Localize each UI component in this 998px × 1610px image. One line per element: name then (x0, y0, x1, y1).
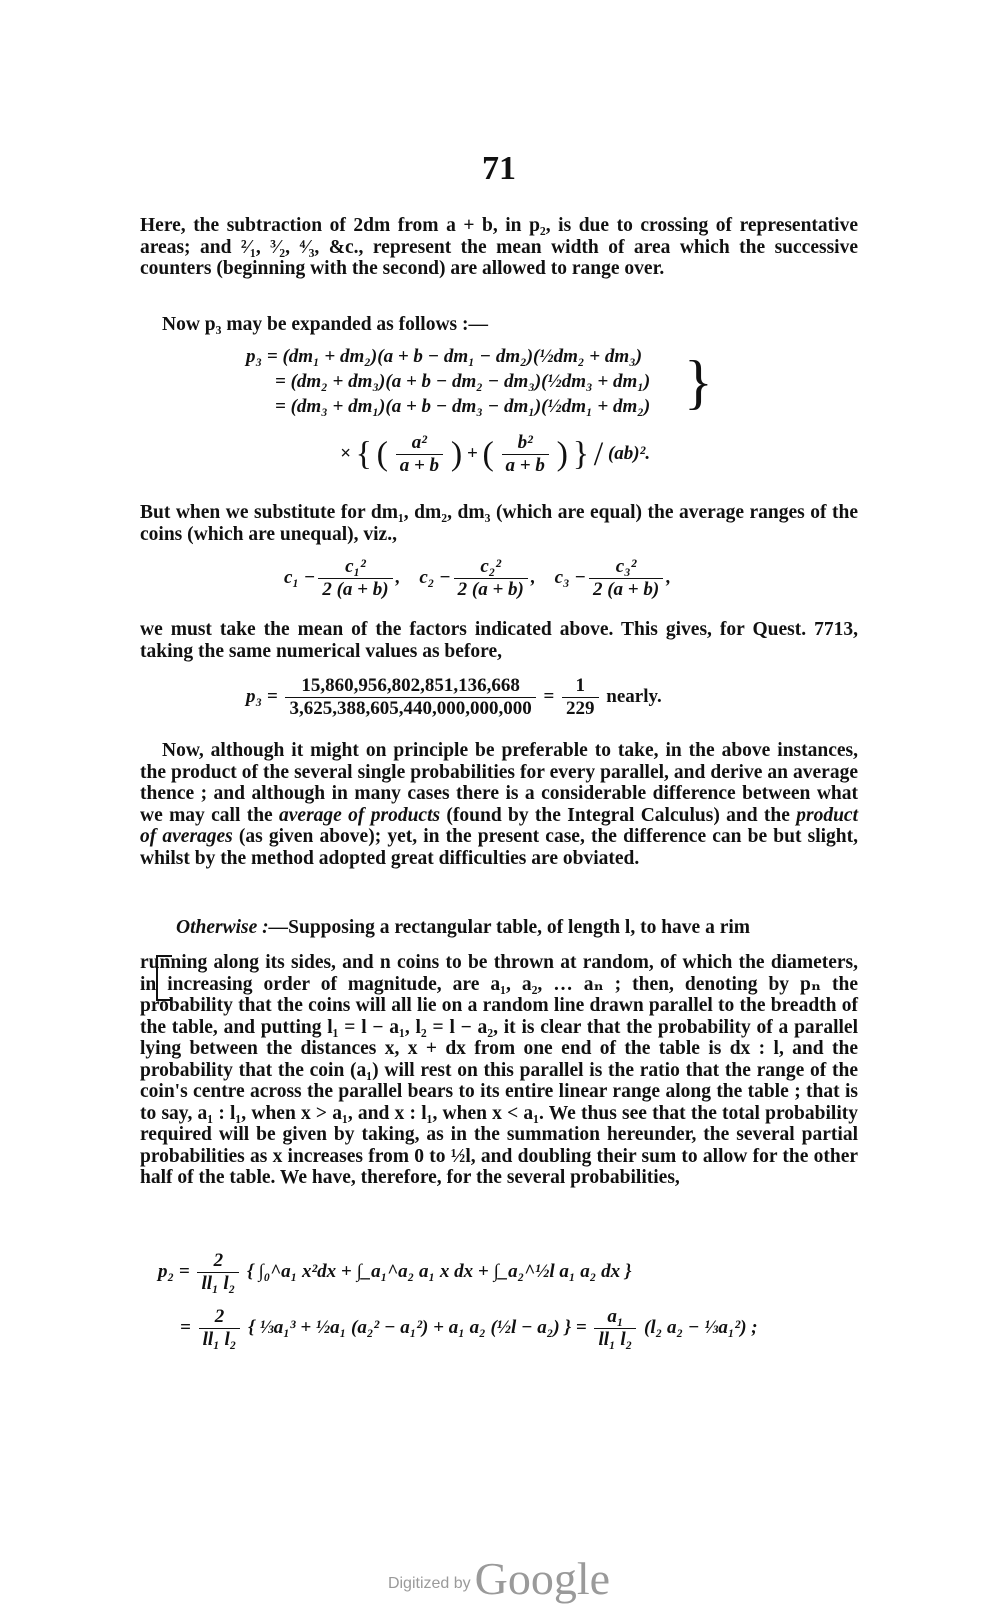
paragraph-2-lead: Now p₃ may be expanded as follows :— (162, 314, 488, 335)
eq4-line2-frac (199, 1306, 241, 1351)
eq4-line1-body: { ∫₀^a₁ x²dx + ∫_a₁^a₂ a₁ x dx + ∫_a₂^½l a₁ a₂ dx } (247, 1260, 632, 1282)
eq1-frac-1 (396, 432, 443, 477)
eq1-frac2-den: a + b (505, 455, 545, 476)
footer-google-logo: Google (474, 1553, 611, 1604)
eq2-term2-den: 2 (a + b) (457, 579, 524, 600)
eq1-brace-open-icon: { (355, 435, 372, 473)
eq3-lead: p₃ = (246, 685, 278, 707)
paragraph-5 (140, 740, 858, 869)
para6-first: Supposing a rectangular table, of length l, to have a rim (288, 917, 751, 938)
equation-ranges: c₁ − $\frac{\text{c₁²}}{2 (a + b)}$ , c₂ − $\frac{\text{c₂²}}{2 (a + b)}$ , c₃ − $\frac{\text{c₃²}}{2 (a + b)}$ , (284, 556, 671, 600)
eq2-term3-den: 2 (a + b) (592, 579, 660, 600)
eq2-term1-frac (318, 556, 392, 601)
eq4-line2-result-frac (594, 1306, 636, 1351)
page-number: 71 (482, 150, 516, 187)
eq4-line2-rnum: a₁ (594, 1306, 636, 1329)
eq1-brace-close-icon: } (572, 435, 590, 473)
eq4-line-2 (180, 1306, 758, 1351)
eq4-line2-rden: ll₁ l₂ (598, 1329, 633, 1350)
para6-lead: Otherwise :— (176, 917, 289, 938)
eq2-term2-num: c₂² (454, 556, 528, 579)
eq2-term1-lead: c₁ − (284, 566, 316, 588)
paragraph-3: But when we substitute for dm₁, dm₂, dm₃ (which are equal) the average ranges of the coins (which are unequal), viz., (140, 502, 858, 545)
eq1-line-3: = (dm₃ + dm₁)(a + b − dm₃ − dm₁)(½dm₁ + dm₂) (275, 396, 651, 417)
eq3-rnum: 1 (562, 675, 599, 698)
eq2-term2-lead: c₂ − (419, 566, 451, 588)
paragraph-4: we must take the mean of the factors indicated above. This gives, for Quest. 7713, taking the same numerical values as before, (140, 619, 858, 662)
paragraph-6-first-line (176, 917, 858, 939)
eq3-frac (285, 675, 535, 720)
eq1-divisor: (ab)². (607, 442, 651, 464)
eq3-num: 15,860,956,802,851,136,668 (285, 675, 535, 698)
para5-part-b: (found by the Integral Calculus) and the (440, 804, 797, 826)
para5-part-a: Now, although it might on principle be preferable to take, in the above instances, the product of the several single probabilities for every parallel, and derive an average thence ; and although in many cases there is a considerable difference between what we may call the (140, 740, 858, 826)
para5-emphasis-2: product of averages (140, 804, 858, 847)
eq1-line-2: = (dm₂ + dm₃)(a + b − dm₂ − dm₃)(½dm₃ + dm₁) (275, 371, 651, 392)
eq1-paren-open-icon: ( (376, 435, 388, 473)
eq1-frac1-num: a² (396, 432, 443, 455)
eq1-line-1: p₃ = (dm₁ + dm₂)(a + b − dm₁ − dm₂)(½dm₂ + dm₃) (246, 346, 643, 367)
footer-digitized: Digitized by (387, 1575, 471, 1592)
eq4-line2-tail: (l₂ a₂ − ⅓a₁²) ; (644, 1316, 758, 1338)
eq2-term1-num: c₁² (318, 556, 392, 579)
eq1-paren-close-icon: ) (450, 435, 463, 473)
eq4-line1-frac (197, 1250, 239, 1295)
eq4-line2-den: ll₁ l₂ (202, 1329, 237, 1350)
eq1-paren-open-2-icon: ( (482, 435, 494, 473)
eq1-frac1-den: a + b (399, 455, 440, 476)
eq1-brace-icon: } (684, 349, 713, 415)
para5-part-c: (as given above); yet, in the present case, the difference can be but slight, whilst by the method adopted great difficulties are obviated. (140, 826, 858, 869)
eq1-times: × (340, 442, 351, 464)
eq4-line2-lead: = (180, 1316, 191, 1338)
eq3-result-frac (562, 675, 599, 720)
eq2-term3-num: c₃² (589, 556, 663, 579)
eq4-line-1 (158, 1250, 632, 1295)
eq4-line1-den: ll₁ l₂ (201, 1273, 236, 1294)
eq3-rden: 229 (566, 698, 595, 719)
eq2-term1-den: 2 (a + b) (322, 579, 389, 600)
eq1-line-4 (340, 432, 650, 477)
digitized-by-google-watermark (0, 1552, 998, 1605)
eq3-tail: nearly. (606, 685, 662, 707)
eq4-line2-body: { ⅓a₁³ + ½a₁ (a₂² − a₁²) + a₁ a₂ (½l − a₂) } = (248, 1316, 587, 1338)
eq1-paren-close-2-icon: ) (556, 435, 568, 473)
eq1-slash-icon: / (593, 435, 604, 473)
eq4-line2-num: 2 (199, 1306, 241, 1329)
eq2-term2-frac (454, 556, 528, 601)
para5-emphasis-1: average of products (279, 804, 441, 826)
eq3-den: 3,625,388,605,440,000,000,000 (289, 698, 532, 719)
eq3-eqsign: = (543, 685, 555, 707)
eq4-line1-lead: p₂ = (158, 1260, 190, 1282)
paragraph-6: running along its sides, and n coins to be thrown at random, of which the diameters, in increasing order of magnitude, are a₁, a₂, … aₙ ; then, denoting by pₙ the probability that the coins will all lie on a random line drawn parallel to the breadth of the table, and putting l₁ = l − a₁, l₂ = l − a₂, it is clear that the probability of a parallel lying between the distances x, x + dx from one end of the table is dx : l, and the probability that the coin (a₁) will rest on this parallel is the ratio that the range of the coin's centre across the parallel bears to its entire linear range along the table ; that is to say, a₁ : l₁, when x > a₁, and x : l₁, when x < a₁. We thus see that the total probability required will be given by taking, as in the summation hereunder, the several partial probabilities as x increases from 0 to ½l, and doubling their sum to allow for the other half of the table. We have, therefore, for the several probabilities, (140, 952, 858, 1188)
paragraph-1: Here, the subtraction of 2dm from a + b, in p₂, is due to crossing of representative areas; and ²⁄₁, ³⁄₂, ⁴⁄₃, &c., represent the mean width of area which the successive counters (beginning with the second) are allowed to range over. (140, 215, 858, 279)
eq1-frac-2 (502, 432, 549, 477)
eq2-term3-lead: c₃ − (554, 566, 586, 588)
eq1-frac2-num: b² (502, 432, 549, 455)
equation-p3-value (246, 675, 662, 720)
eq1-plus: + (466, 442, 478, 464)
eq4-line1-num: 2 (197, 1250, 239, 1273)
eq2-term3-frac (589, 556, 663, 601)
